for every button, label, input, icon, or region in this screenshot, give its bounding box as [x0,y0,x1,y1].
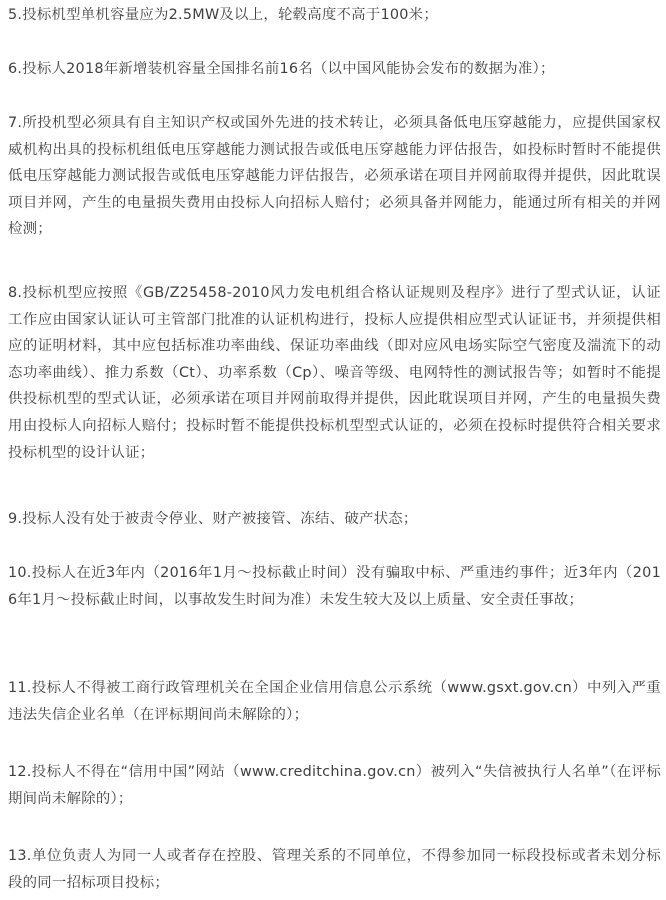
paragraph-item-13: 13.单位负责人为同一人或者存在控股、管理关系的不同单位，不得参加同一标段投标或者未划分标段的同一招标项目投标； [8,848,661,891]
paragraph-item-5: 5.投标机型单机容量应为2.5MW及以上，轮毂高度不高于100米； [8,7,438,23]
paragraph-item-8: 8.投标机型应按照《GB/Z25458-2010风力发电机组合格认证规则及程序》进行了型式认证，认证工作应由国家认证认可主管部门批准的认证机构进行，投标人应提供相应型式认证证书，并须提供相应的证明材料，其中应包括标准功率曲线、保证功率曲线（即对应风电场实际空气密度及湍流下的动态功率曲线）、推力系数（Ct）、功率系数（Cp）、噪音等级、电网特性的测试报告等；如暂时不能提供投标机型的型式认证，必须承诺在项目并网前取得并提供，因此耽误项目并网，产生的电量损失费用由投标人向招标人赔付；投标时暂不能提供投标机型型式认证的，必须在投标时提供符合相关要求投标机型的设计认证； [8,285,661,461]
paragraph-item-11: 11.投标人不得被工商行政管理机关在全国企业信用信息公示系统（www.gsxt.gov.cn）中列入严重违法失信企业名单（在评标期间尚未解除的）； [8,680,661,723]
paragraph-item-10: 10.投标人在近3年内（2016年1月～投标截止时间）没有骗取中标、严重违约事件；近3年内（2016年1月～投标截止时间，以事故发生时间为准）未发生较大及以上质量、安全责任事故； [8,565,661,608]
paragraph-item-6: 6.投标人2018年新增装机容量全国排名前16名（以中国风能协会发布的数据为准）； [8,61,555,77]
paragraph-item-12: 12.投标人不得在“信用中国”网站（www.creditchina.gov.cn）被列入“失信被执行人名单”（在评标期间尚未解除的）； [8,764,661,807]
paragraph-item-9: 9.投标人没有处于被责令停业、财产被接管、冻结、破产状态； [8,511,418,527]
paragraph-item-7: 7.所投机型必须具有自主知识产权或国外先进的技术转让，必须具备低电压穿越能力，应提供国家权威机构出具的投标机组低电压穿越能力测试报告或低电压穿越能力评估报告，如投标时暂时不能提供低电压穿越能力测试报告或低电压穿越能力评估报告，必须承诺在项目并网前取得并提供，因此耽误项目并网，产生的电量损失费用由投标人向招标人赔付；必须具备并网能力，能通过所有相关的并网检测； [8,115,661,238]
